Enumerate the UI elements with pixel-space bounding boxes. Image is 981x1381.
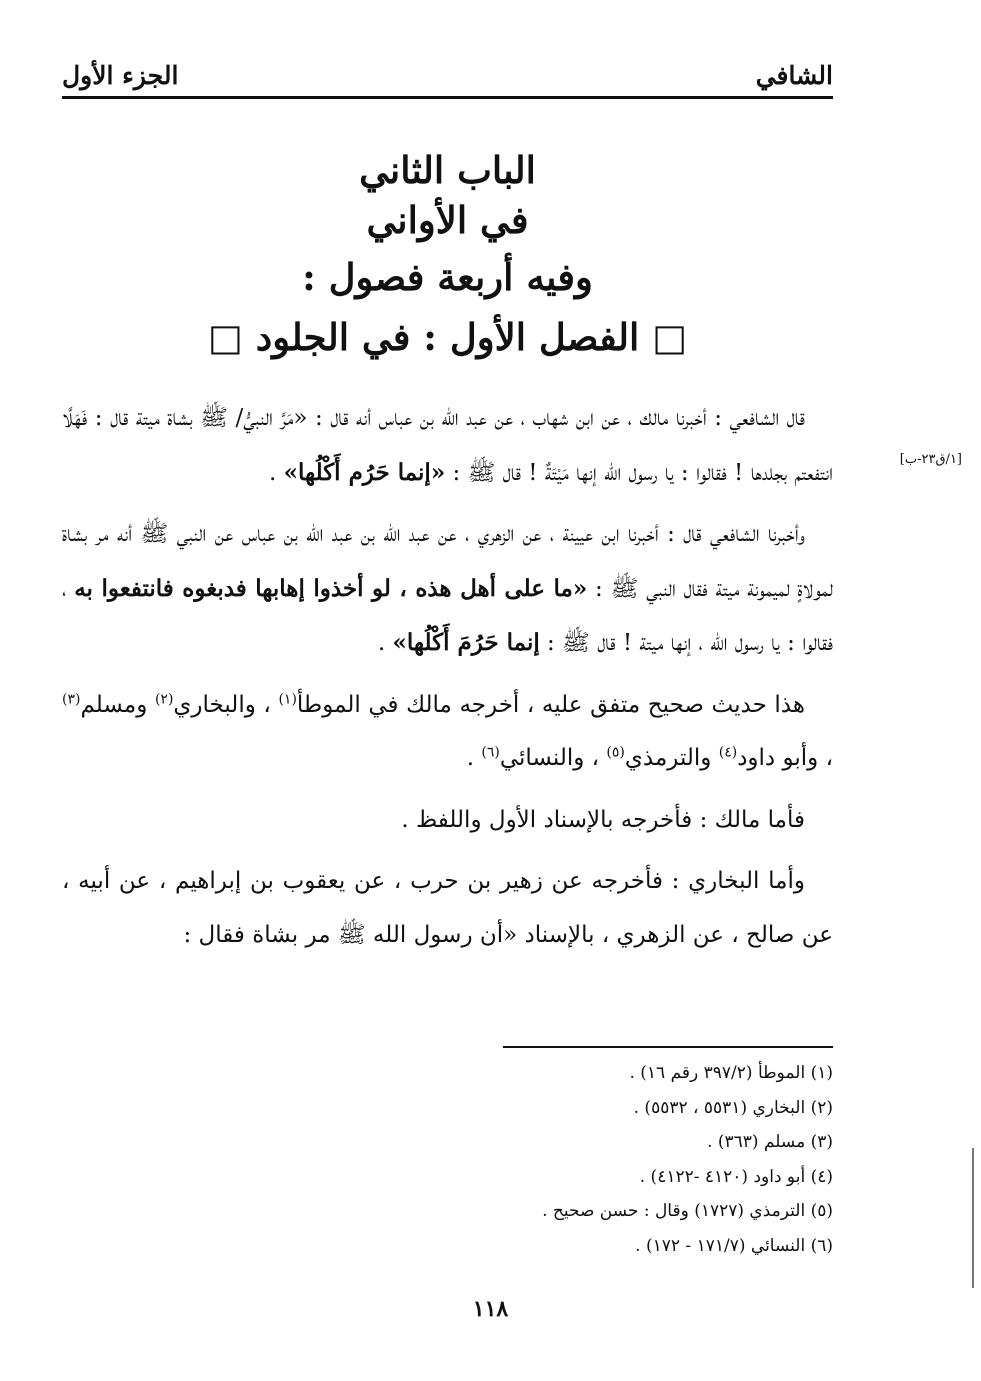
- footnote-ref: (٦): [481, 744, 500, 761]
- text-run: .: [269, 459, 284, 486]
- footnote-ref: (٤): [718, 744, 738, 761]
- emphasized-text: «ما على أهل هذه ، لو أخذوا إهابها فدبغوه فانتفعوا به: [74, 574, 588, 602]
- sections-intro: وفيه أربعة فصول :: [302, 255, 593, 299]
- section-title: □ الفصل الأول : في الجلود □: [207, 315, 688, 359]
- header-rule: [62, 96, 833, 99]
- text-run: هذا حديث صحيح متفق عليه ، أخرجه مالك في الموطأ: [296, 691, 805, 718]
- text-run: .: [466, 745, 482, 771]
- book-title: الشافي: [755, 61, 833, 90]
- text-run: قال الشافعي : أخبرنا مالك ، عن ابن شهاب ، عن عبد الله بن عباس أنه قال : «مَرَّ النبيُّ/ ﷺ بشاة ميتة قال : فَهَلَّا انتفعتم بجلدها ! فقالوا : يا رسول الله إنها مَيْتَةٌ ! قال ﷺ :: [62, 405, 833, 486]
- text-run: ومسلم: [80, 691, 155, 718]
- text-run: فأما مالك : فأخرجه بالإسناد الأول واللفظ .: [401, 806, 805, 833]
- text-run: ، فقالوا : يا رسول الله ، إنها ميتة ! قال ﷺ :: [62, 575, 833, 656]
- footnote-ref: (٥): [606, 744, 625, 761]
- paragraph: [62, 855, 833, 962]
- text-run: وأما البخاري : فأخرجه عن زهير بن حرب ، عن يعقوب بن إبراهيم ، عن أبيه ، عن صالح ، عن الزهري ، بالإسناد «أن رسول الله ﷺ مر بشاة فقال :: [62, 868, 833, 948]
- scan-edge-line: [972, 1148, 974, 1288]
- running-header: [62, 52, 833, 92]
- footnote: (٥) الترمذي (١٧٢٧) وقال : حسن صحيح .: [542, 1201, 833, 1221]
- paragraph: [62, 392, 833, 500]
- footnote-ref: (١): [278, 690, 297, 707]
- chapter-title: الباب الثاني: [359, 148, 536, 192]
- footnote-ref: (٣): [62, 690, 81, 707]
- text-run: وأخبرنا الشافعي قال : أخبرنا ابن عيينة ، عن الزهري ، عن عبد الله بن عبد الله بن عباس عن النبي ﷺ أنه مر بشاة لمولاةٍ لميمونة ميتة فقال النبي ﷺ :: [62, 521, 834, 602]
- footnote: (٣) مسلم (٣٦٣) .: [707, 1132, 833, 1152]
- text-run: ، والنسائي: [499, 745, 607, 771]
- footnotes: [62, 1056, 833, 1263]
- paragraph: [62, 508, 833, 671]
- footnote-ref: (٢): [154, 690, 174, 707]
- body-text: [62, 392, 833, 962]
- chapter-headings: [62, 146, 833, 366]
- footnote: (٢) البخاري (٥٥٣١ ، ٥٥٣٢) .: [633, 1097, 833, 1118]
- paragraph: [62, 794, 833, 848]
- footnote-rule: [503, 1046, 833, 1048]
- emphasized-text: إنما حَرُمَ أَكْلُها»: [392, 629, 540, 656]
- page-number: ١١٨: [472, 1296, 509, 1322]
- footnote: (٦) النسائي (١٧١/٧ - ١٧٢) .: [635, 1235, 833, 1256]
- footnote: (٤) أبو داود (٤١٢٠ -٤١٢٢) .: [639, 1166, 833, 1187]
- manuscript-margin-note: [١/ق٢٣-ب]: [899, 452, 962, 467]
- volume-label: الجزء الأول: [62, 61, 179, 90]
- text-run: والترمذي: [624, 745, 719, 771]
- emphasized-text: «إنما حَرُم أَكْلُها»: [283, 458, 446, 486]
- paragraph: [62, 679, 833, 786]
- text-run: ، والبخاري: [173, 691, 279, 718]
- text-run: ، وأبو داود: [737, 745, 833, 771]
- chapter-subject: في الأواني: [366, 198, 529, 242]
- footnote: (١) الموطأ (٣٩٧/٢ رقم ١٦) .: [629, 1063, 833, 1083]
- text-run: .: [377, 630, 393, 656]
